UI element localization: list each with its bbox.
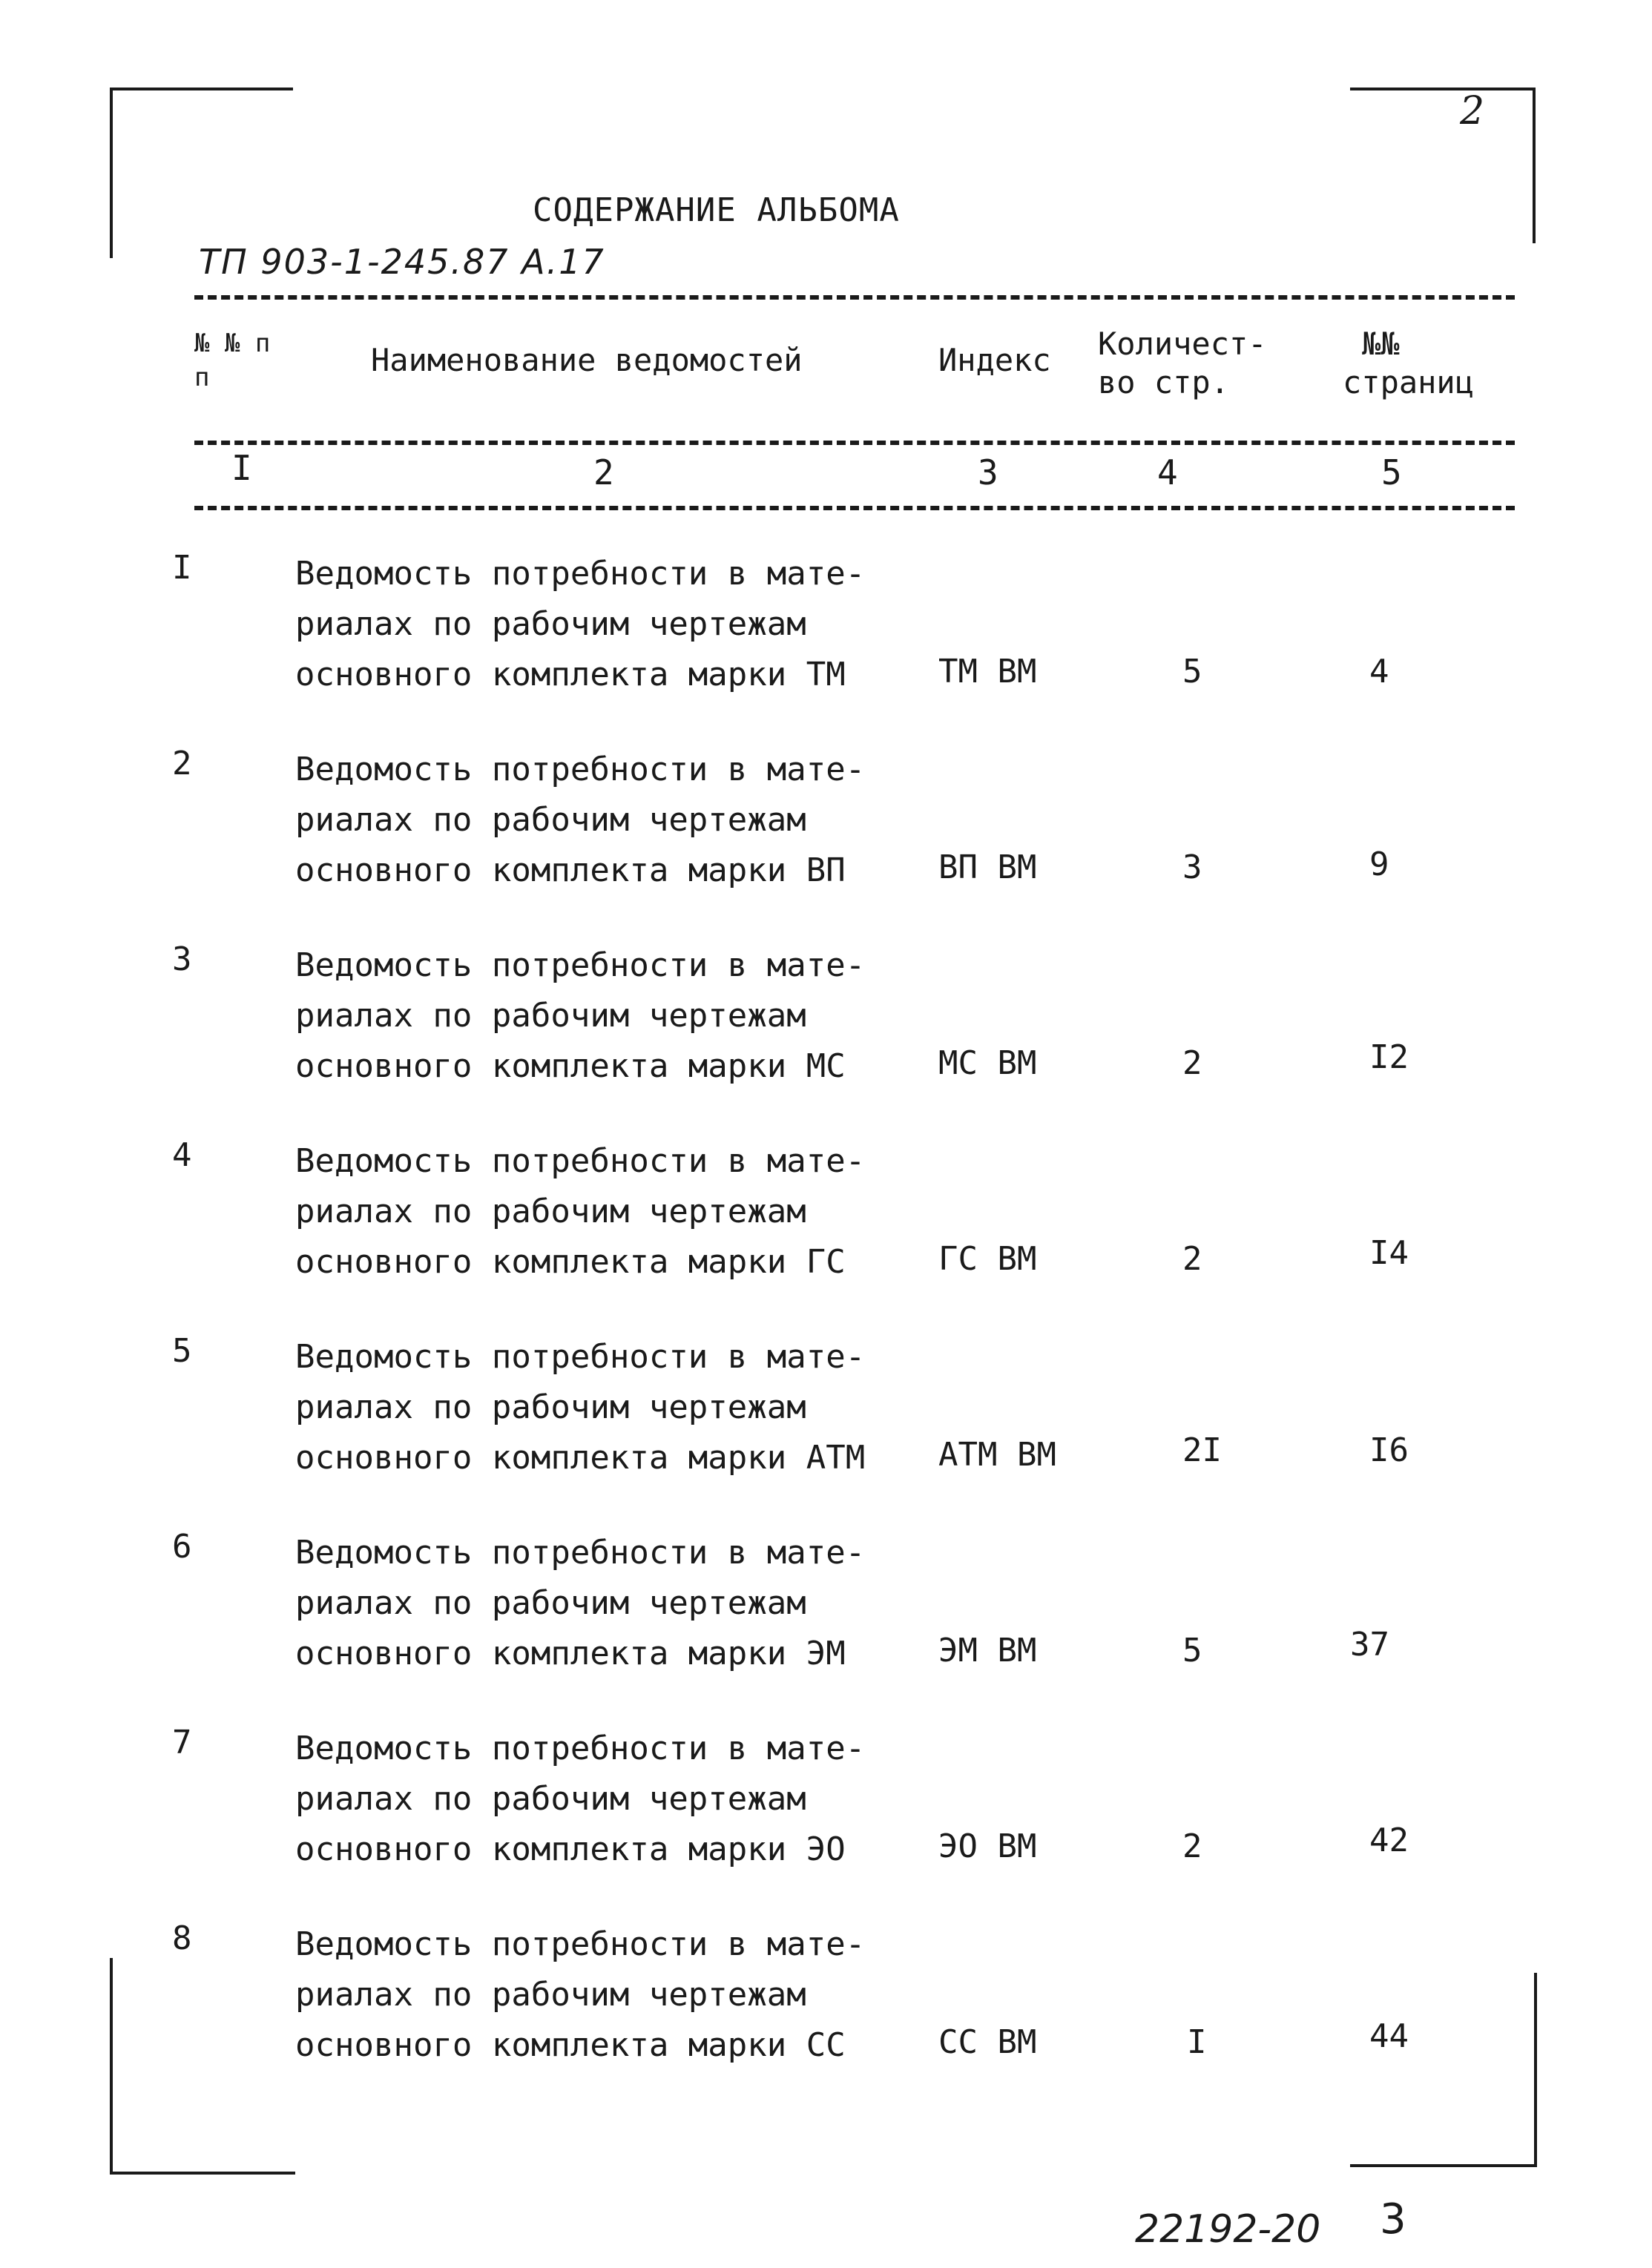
row-index: АТМ ВМ — [938, 1436, 1056, 1474]
table-row — [0, 1528, 1652, 1698]
header-col2: Наименование ведомостей — [371, 342, 803, 378]
row-index: ГС ВМ — [938, 1240, 1037, 1278]
row-number: 5 — [172, 1332, 192, 1370]
column-number-1: I — [231, 448, 252, 488]
row-name-line1: Ведомость потребности в мате- — [295, 946, 866, 984]
table-row — [0, 940, 1652, 1111]
table-row — [0, 1136, 1652, 1307]
row-page: 42 — [1369, 1822, 1409, 1859]
row-name-line2: риалах по рабочим чертежам — [295, 1193, 806, 1230]
row-name-line3: основного комплекта марки ВП — [295, 851, 846, 889]
row-name-line1: Ведомость потребности в мате- — [295, 1338, 866, 1376]
row-number: I — [172, 549, 192, 587]
frame-top-right-h — [1350, 88, 1534, 90]
row-name-line3: основного комплекта марки ЭО — [295, 1830, 846, 1868]
row-name-line3: основного комплекта марки ГС — [295, 1243, 846, 1281]
document-code: ТП 903-1-245.87 А.17 — [199, 242, 605, 282]
table-row — [0, 745, 1652, 915]
row-number: 2 — [172, 745, 192, 782]
frame-bottom-left-h — [110, 2172, 295, 2175]
row-name-line3: основного комплекта марки СС — [295, 2026, 846, 2064]
table-row — [0, 1332, 1652, 1503]
header-col3: Индекс — [938, 342, 1051, 378]
table-row — [0, 549, 1652, 719]
row-count: 5 — [1182, 1632, 1202, 1669]
row-page: 9 — [1369, 845, 1389, 883]
header-col1: № № п п — [194, 329, 271, 392]
frame-top-left-h — [111, 88, 293, 90]
row-index: ВП ВМ — [938, 848, 1037, 886]
row-number: 7 — [172, 1724, 192, 1761]
row-name-line1: Ведомость потребности в мате- — [295, 1730, 866, 1767]
row-name-line1: Ведомость потребности в мате- — [295, 751, 866, 788]
row-name-line2: риалах по рабочим чертежам — [295, 1780, 806, 1818]
row-page: 44 — [1369, 2017, 1409, 2055]
row-page: I6 — [1369, 1431, 1409, 1469]
rule-top — [194, 295, 1515, 300]
row-number: 8 — [172, 1919, 192, 1957]
row-name-line1: Ведомость потребности в мате- — [295, 1925, 866, 1963]
page-title: СОДЕРЖАНИЕ АЛЬБОМА — [533, 191, 900, 229]
row-number: 3 — [172, 940, 192, 978]
footer-page-number: 3 — [1380, 2195, 1406, 2244]
header-col4-line2: во стр. — [1098, 364, 1230, 400]
row-name-line3: основного комплекта марки ЭМ — [295, 1635, 846, 1672]
row-count: 2I — [1182, 1431, 1222, 1469]
row-count: 5 — [1182, 653, 1202, 690]
row-count: 2 — [1182, 1827, 1202, 1865]
row-count: 2 — [1182, 1044, 1202, 1082]
row-count: 3 — [1182, 848, 1202, 886]
column-number-5: 5 — [1381, 452, 1402, 492]
row-name-line3: основного комплекта марки ТМ — [295, 656, 846, 693]
row-index: МС ВМ — [938, 1044, 1037, 1082]
row-number: 6 — [172, 1528, 192, 1566]
row-page: 4 — [1369, 653, 1389, 690]
row-name-line2: риалах по рабочим чертежам — [295, 1584, 806, 1622]
row-page: I4 — [1369, 1234, 1409, 1272]
rule-middle — [194, 441, 1515, 445]
row-number: 4 — [172, 1136, 192, 1174]
row-count: 2 — [1182, 1240, 1202, 1278]
row-name-line3: основного комплекта марки МС — [295, 1047, 846, 1085]
row-index: ЭМ ВМ — [938, 1632, 1037, 1669]
page-number: 2 — [1460, 89, 1485, 133]
table-row — [0, 1724, 1652, 1894]
row-count: I — [1187, 2023, 1207, 2061]
header-col5-line2: страниц — [1343, 364, 1475, 400]
row-page: I2 — [1369, 1038, 1409, 1076]
row-name-line2: риалах по рабочим чертежам — [295, 801, 806, 839]
row-name-line2: риалах по рабочим чертежам — [295, 997, 806, 1035]
row-name-line1: Ведомость потребности в мате- — [295, 555, 866, 593]
column-number-3: 3 — [978, 452, 998, 492]
column-number-4: 4 — [1157, 452, 1178, 492]
column-number-2: 2 — [593, 452, 614, 492]
row-index: СС ВМ — [938, 2023, 1037, 2061]
row-name-line1: Ведомость потребности в мате- — [295, 1534, 866, 1572]
frame-top-left-v — [110, 88, 113, 258]
frame-bottom-right-h — [1350, 2164, 1537, 2167]
row-page: 37 — [1350, 1626, 1389, 1664]
row-name-line1: Ведомость потребности в мате- — [295, 1142, 866, 1180]
footer-code: 22192-20 — [1135, 2207, 1321, 2252]
row-name-line3: основного комплекта марки АТМ — [295, 1439, 866, 1477]
row-name-line2: риалах по рабочим чертежам — [295, 1388, 806, 1426]
row-index: ЭО ВМ — [938, 1827, 1037, 1865]
frame-top-right-v — [1533, 88, 1536, 243]
rule-bottom — [194, 506, 1515, 510]
header-col5-line1: №№ — [1362, 326, 1400, 362]
row-index: ТМ ВМ — [938, 653, 1037, 690]
row-name-line2: риалах по рабочим чертежам — [295, 1976, 806, 2014]
header-col4-line1: Количест- — [1098, 326, 1267, 362]
row-name-line2: риалах по рабочим чертежам — [295, 605, 806, 643]
table-row — [0, 1919, 1652, 2090]
